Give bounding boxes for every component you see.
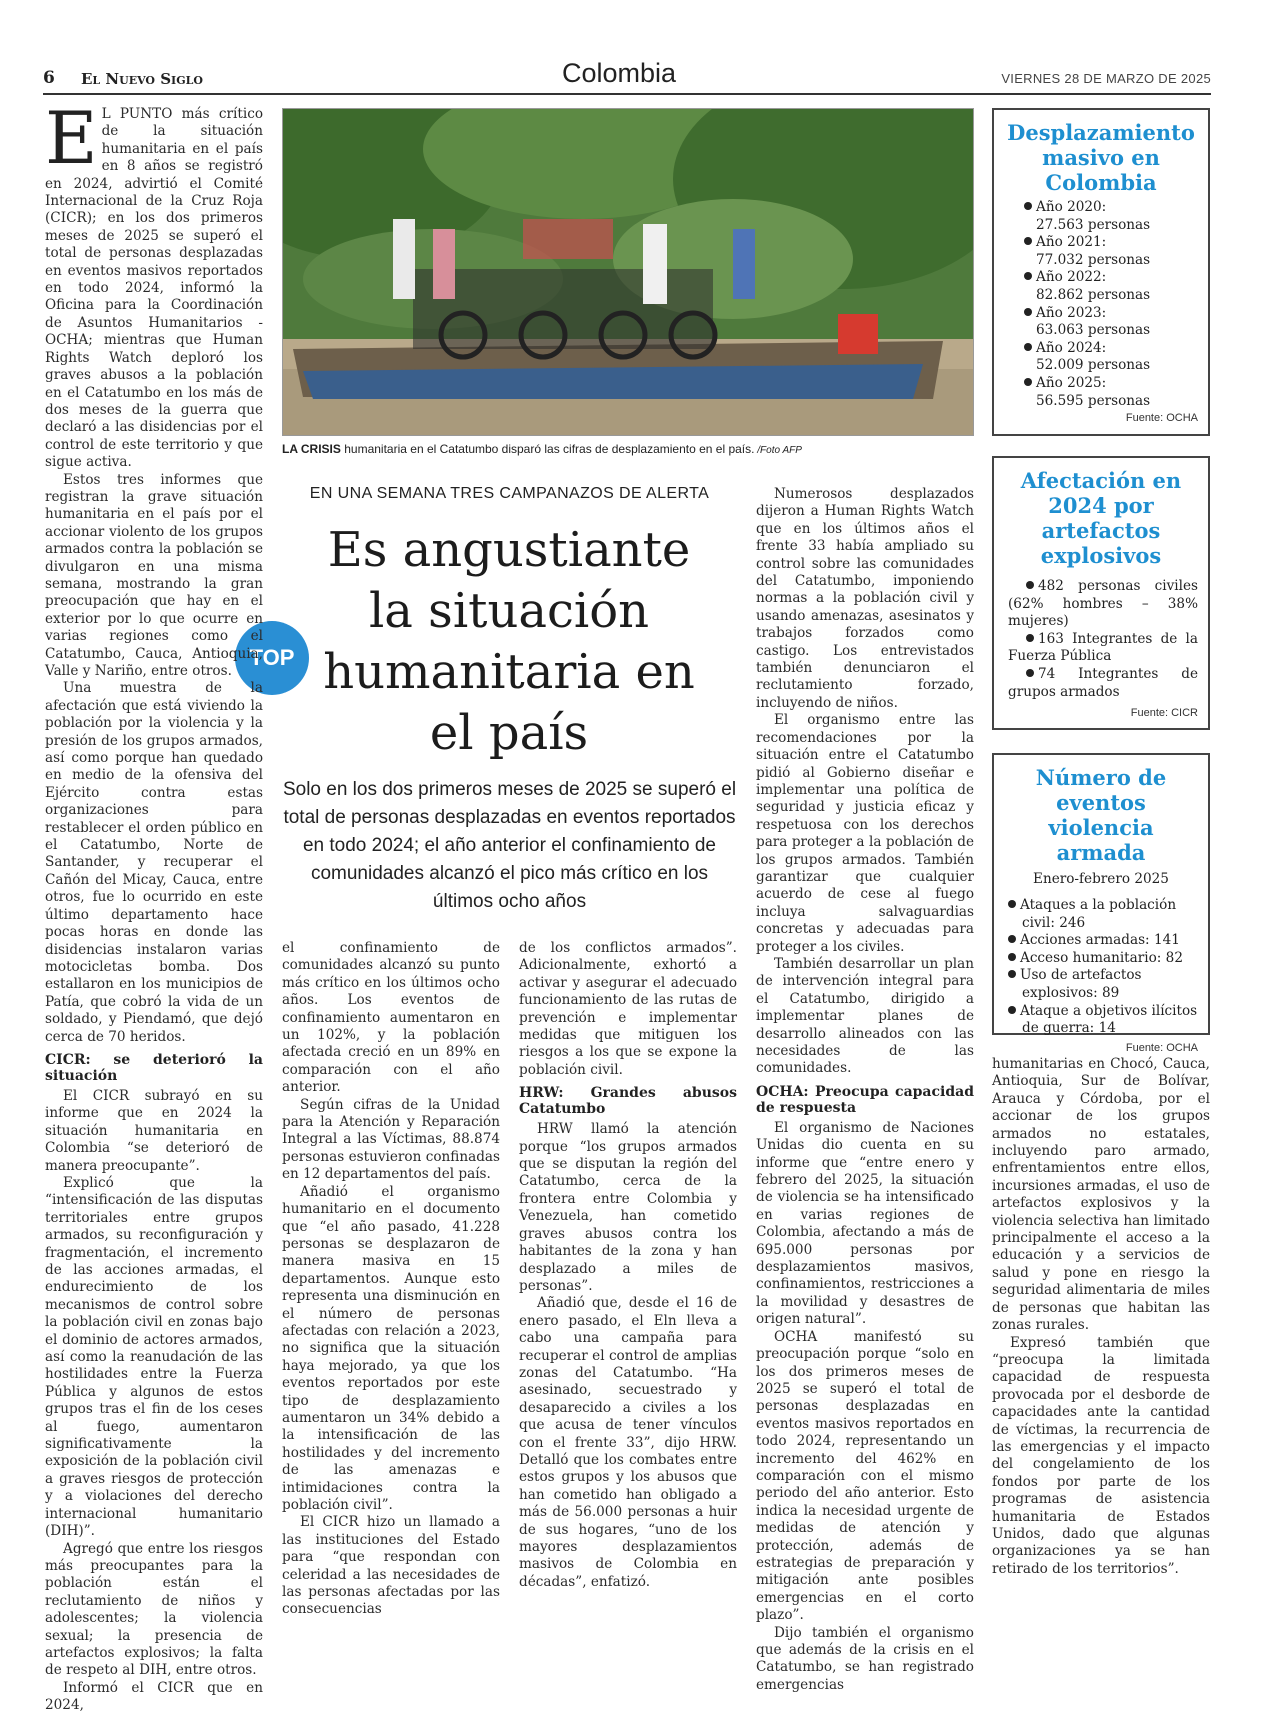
box1-item: Año 2022: 82.862 personas	[1024, 269, 1208, 304]
col1-paragraph-1: L PUNTO más crítico de la situación humanitaria en el país en 8 años se registró en 2024, advirtió el Comité Internacional de la Cruz Roja (CICR); en los dos primeros meses de 2025 se superó el total de personas desplazadas en eventos masivos reportados en todo 2024, informó la Oficina para la Coordinación de Asuntos Humanitarios - OCHA; mientras que Human Rights Watch deploró los graves abusos a la población en el Catatumbo en los más de dos meses de la guerra que declaró a las disidencias por el control de este territorio y que sigue activa.	[45, 106, 263, 471]
photo-credit: /Foto AFP	[754, 445, 802, 456]
box1-source: Fuente: OCHA	[1125, 412, 1198, 425]
bullet-icon	[1008, 970, 1016, 978]
col4-paragraph-5: OCHA manifestó su preocupación porque “solo en los dos primeros meses de 2025 se superó el total de personas desplazadas en eventos masivos reportados en todo 2024, representando un incremento del 462% en comparación con el mismo periodo del año anterior. Esto indica la necesidad urgente de medidas de atención y protección, además de estrategias de preparación y mitigación ante posibles emergencias en el corto plazo”.	[756, 1328, 974, 1624]
bullet-icon	[1024, 343, 1032, 351]
col1-paragraph-6: Agregó que entre los riesgos más preocupantes para la población están el reclutamiento de niños y adolescentes; la violencia sexual; la presencia de artefactos explosivos; la falta de respeto al DIH, entre otros.	[45, 1540, 263, 1679]
box2-source: Fuente: CICR	[1130, 707, 1198, 720]
page-number: 6	[43, 68, 55, 88]
col1-paragraph-5: Explicó que la “intensificación de las disputas territoriales entre grupos armados, su reconfiguración y fragmentación, el incremento de las acciones armadas, el endurecimiento de los mecanismos de control sobre la población civil en zonas bajo el dominio de actores armados, así como la reanudación de las hostilidades entre la Fuerza Pública y algunos de estos grupos tras el fin de los ceses al fuego, aumentaron significativamente la exposición de la población civil a graves riesgos de protección y a violaciones del derecho internacional humanitario (DIH)”.	[45, 1174, 263, 1540]
bullet-icon	[1024, 308, 1032, 316]
kicker: EN UNA SEMANA TRES CAMPANAZOS DE ALERTA	[309, 485, 710, 502]
river-ferry-illustration	[283, 109, 973, 435]
bullet-icon	[1008, 935, 1016, 943]
lead-photo	[282, 108, 974, 436]
col1-subhead: CICR: se deterioró la situación	[45, 1051, 263, 1084]
box1-item: Año 2024: 52.009 personas	[1024, 340, 1208, 375]
article-column-1	[45, 96, 263, 1715]
box1-title: Desplazamiento masivo en Colombia	[1007, 120, 1195, 195]
bullet-icon	[1024, 378, 1032, 386]
bullet-icon	[1008, 900, 1016, 908]
sidebar-box-displacement	[992, 108, 1210, 436]
photo-caption	[282, 442, 972, 456]
box3-title: Número de eventos violencia armada	[1035, 765, 1167, 865]
bullet-icon	[1024, 202, 1032, 210]
bullet-icon	[1008, 953, 1016, 961]
bullet-icon	[1026, 634, 1034, 642]
caption-lead: LA CRISIS	[282, 442, 341, 456]
col4-paragraph-1: Numerosos desplazados dijeron a Human Rights Watch que en los últimos años el frente 33 había ampliado su control sobre las comunidades del Catatumbo, imponiendo normas a la población civil y usando amenazas, asesinatos y trabajos forzados como castigo. Los entrevistados también denunciaron el reclutamiento forzado, incluyendo de niños.	[756, 486, 974, 711]
dropcap: E	[45, 96, 98, 180]
box3-item: Acceso humanitario: 82	[1008, 950, 1198, 968]
article-column-5	[992, 1056, 1210, 1578]
box1-list	[994, 199, 1208, 410]
col5-paragraph-2: Expresó también que “preocupa la limitada capacidad de respuesta provocada por el desborde de capacidades ante la cantidad de víctimas, la recurrencia de las emergencias y el impacto del congelamiento de los fondos por parte de los programas de asistencia humanitaria de Estados Unidos, dado que algunas organizaciones ya se han retirado de los territorios”.	[992, 1334, 1210, 1577]
col1-paragraph-2: Estos tres informes que registran la grave situación humanitaria en el país por el accionar violento de los grupos armados contra la población se divulgaron en una misma semana, mostrando la gran preocupación que hay en el exterior por lo que ocurre en varias regiones como el Catatumbo, Cauca, Antioquia, Valle y Nariño, entre otros.	[45, 471, 263, 679]
headline-title: Es angustiante la situación humanitaria en el país	[323, 522, 695, 761]
col3-paragraph-2: HRW llamó la atención porque “los grupos armados que se disputan la región del Catatumbo, cerca de la frontera entre Colombia y Venezuela, han cometido graves abusos contra los habitantes de la zona y han desplazado a miles de personas”.	[519, 1121, 737, 1294]
issue-date: VIERNES 28 DE MARZO DE 2025	[1001, 71, 1211, 86]
box1-item: Año 2020: 27.563 personas	[1024, 199, 1208, 234]
masthead	[43, 58, 1211, 94]
bullet-icon	[1026, 581, 1034, 589]
box1-item: Año 2025: 56.595 personas	[1024, 375, 1208, 410]
bullet-icon	[1008, 1006, 1016, 1014]
col3-paragraph-3: Añadió que, desde el 16 de enero pasado, el Eln lleva a cabo una campaña para recuperar el control de amplias zonas del Catatumbo. “Ha asesinado, secuestrado y desaparecido a civiles a los que acusa de tener vínculos con el frente 33”, dijo HRW. Detalló que los combates entre estos grupos y los abusos que han cometido han obligado a más de 56.000 personas a huir de sus hogares, “uno de los mayores desplazamientos masivos de Colombia en décadas”, enfatizó.	[519, 1295, 737, 1590]
col2-paragraph-4: El CICR hizo un llamado a las instituciones del Estado para “que respondan con celeridad a las necesidades de las personas afectadas por las consecuencias	[282, 1514, 500, 1618]
col4-paragraph-6: Dijo también el organismo que además de la crisis en el Catatumbo, se han registrado emergencias	[756, 1624, 974, 1693]
box3-item: Ataques a la población civil: 246	[1008, 897, 1198, 932]
caption-text: humanitaria en el Catatumbo disparó las cifras de desplazamiento en el país.	[340, 442, 755, 456]
article-column-2	[282, 940, 500, 1619]
box1-item: Año 2023: 63.063 personas	[1024, 305, 1208, 340]
col3-paragraph-1: de los conflictos armados”. Adicionalmente, exhortó a activar y asegurar el adecuado funcionamiento de las rutas de prevención e implementar medidas que mitiguen los riesgos a los que se expone la población civil.	[519, 940, 737, 1078]
headline-deck: Solo en los dos primeros meses de 2025 se superó el total de personas desplazadas en eventos reportados en todo 2024; el año anterior el confinamiento de comunidades alcanzó el pico más crítico en los últimos ocho años	[282, 779, 737, 912]
bullet-icon	[1024, 272, 1032, 280]
col3-subhead: HRW: Grandes abusos Catatumbo	[519, 1085, 737, 1118]
col1-paragraph-4: El CICR subrayó en su informe que en 2024 la situación humanitaria en Colombia “se deterioró de manera preocupante”.	[45, 1087, 263, 1174]
masthead-rule	[43, 93, 1211, 95]
col2-paragraph-2: Según cifras de la Unidad para la Atención y Reparación Integral a las Víctimas, 88.874 personas estuvieron confinadas en 12 departamentos del país.	[282, 1096, 500, 1183]
box2-item: 163 Integrantes de la Fuerza Pública	[1008, 630, 1198, 665]
bullet-icon	[1026, 669, 1034, 677]
col4-paragraph-4: El organismo de Naciones Unidas dio cuenta en su informe que “entre enero y febrero del 2025, la situación de violencia se ha intensificado en varias regiones de Colombia, afectando a más de 695.000 personas por desplazamientos masivos, confinamientos, restricciones a la movilidad y desastres de origen natural”.	[756, 1119, 974, 1328]
box2-title: Afectación en 2024 por artefactos explosivos	[1020, 468, 1182, 568]
box3-item: Acciones armadas: 141	[1008, 932, 1198, 950]
section-title: Colombia	[562, 58, 677, 88]
box3-item: Uso de artefactos explosivos: 89	[1008, 967, 1198, 1002]
box1-item: Año 2021: 77.032 personas	[1024, 234, 1208, 269]
box2-list	[994, 578, 1208, 701]
col1-paragraph-3: Una muestra de la afectación que está viviendo la población por la violencia y la presión de los grupos armados, así como porque han quedado en medio de la ofensiva del Ejército contra estas organizaciones para restablecer el orden público en el Catatumbo, Norte de Santander, y recuperar el Cañón del Micay, Cauca, entre otros, fue lo ocurrido en este último departamento hace pocas horas en donde las disidencias instalaron varias motocicletas bomba. Dos estallaron en los municipios de Patía, que cobró la vida de un soldado, y Piendamó, que dejó cerca de 70 heridos.	[45, 680, 263, 1045]
article-column-4	[756, 486, 974, 1694]
article-column-3	[519, 940, 737, 1591]
box3-item: Ataque a objetivos ilícitos de guerra: 14	[1008, 1003, 1198, 1038]
box2-item: 482 personas civiles (62% hombres – 38% mujeres)	[1008, 578, 1198, 630]
box3-source: Fuente: OCHA	[1125, 1041, 1198, 1054]
col4-paragraph-2: El organismo entre las recomendaciones por la situación entre el Catatumbo pidió al Gobierno diseñar e implementar una política de seguridad y justicia eficaz y respetuosa con los derechos para proteger a la población de los grupos armados. También garantizar que cualquier acuerdo de cese al fuego incluya salvaguardias concretas y adecuadas para proteger a los civiles.	[756, 712, 974, 955]
sidebar-box-explosives	[992, 456, 1210, 730]
col5-paragraph-1: humanitarias en Chocó, Cauca, Antioquia, Sur de Bolívar, Arauca y Córdoba, por el accionar de los grupos armados no estatales, incluyendo paro armado, enfrentamientos entre ellos, incursiones armadas, el uso de artefactos explosivos y la violencia selectiva han limitado principalmente el acceso a la educación y a servicios de salud y pone en riesgo la seguridad alimentaria de miles de personas que habitan las zonas rurales.	[992, 1056, 1210, 1334]
top-badge-label: TOP	[249, 645, 295, 670]
bullet-icon	[1024, 237, 1032, 245]
box3-list	[994, 897, 1208, 1038]
box2-item: 74 Integrantes de grupos armados	[1008, 665, 1198, 700]
col1-paragraph-7: Informó el CICR que en 2024,	[45, 1679, 263, 1714]
box3-subtitle: Enero-febrero 2025	[1033, 871, 1169, 887]
col2-paragraph-1: el confinamiento de comunidades alcanzó su punto más crítico en los últimos ocho años. Los eventos de confinamiento aumentaron en un 102%, y la población afectada creció en un 89% en comparación con el año anterior.	[282, 940, 500, 1096]
col2-paragraph-3: Añadió el organismo humanitario en el documento que “el año pasado, 41.228 personas se desplazaron de manera masiva en 15 departamentos. Aunque esto representa una disminución en el número de personas afectadas con relación a 2023, no significa que la situación haya mejorado, ya que los eventos reportados por este tipo de desplazamiento aumentaron un 34% debido a la intensificación de las hostilidades y del incremento de las amenazas e intimidaciones contra la población civil”.	[282, 1183, 500, 1513]
sidebar-box-violence-events	[992, 753, 1210, 1054]
col4-paragraph-3: También desarrollar un plan de intervención integral para el Catatumbo, dirigido a implementar planes de desarrollo alineados con las necesidades de las comunidades.	[756, 955, 974, 1077]
col4-subhead: OCHA: Preocupa capacidad de respuesta	[756, 1083, 974, 1116]
paper-name: El Nuevo Siglo	[81, 70, 203, 88]
